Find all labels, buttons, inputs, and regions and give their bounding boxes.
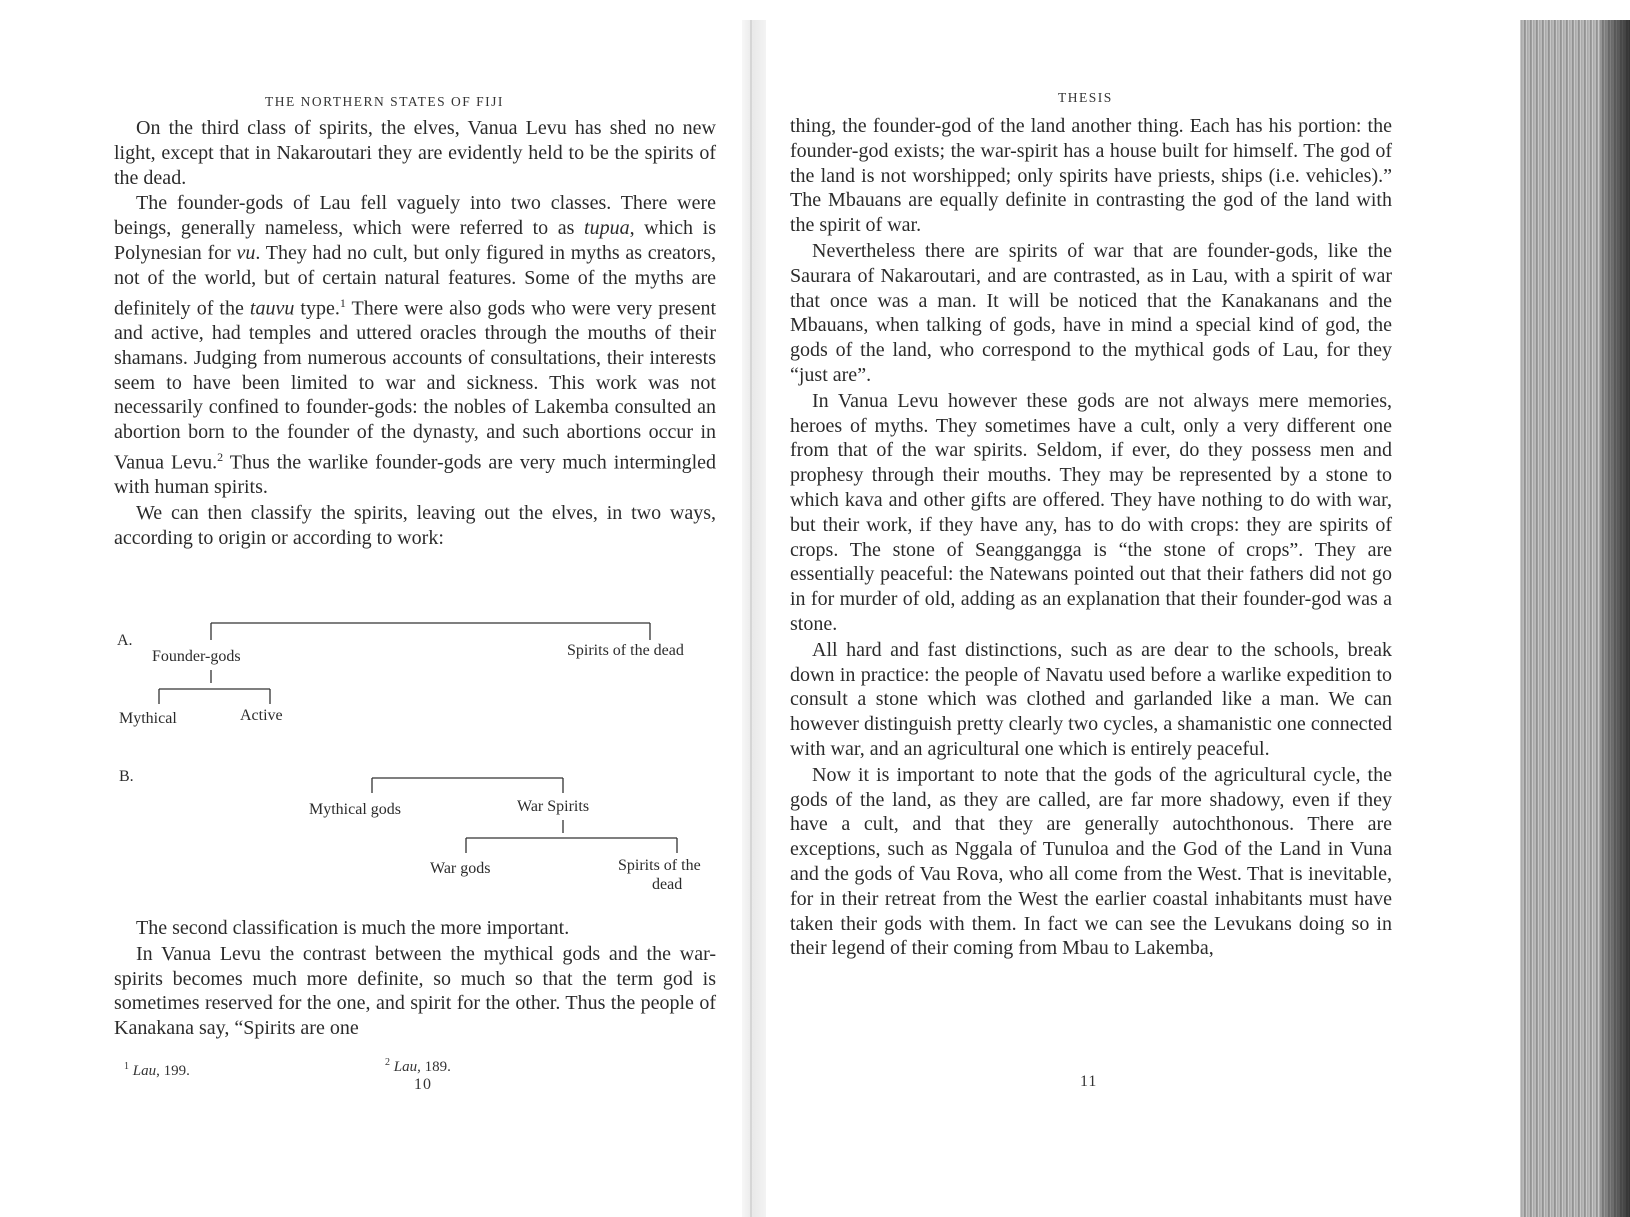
paragraph: All hard and fast distinctions, such as are dear to the schools, break down in practice: the people of Navatu used before a warlike expedition to consult a stone which was clothed and garlanded like a man. We can however distinguish pretty clearly two cycles, a shamanistic one connected with war, and an agricultural one which is entirely peaceful. bbox=[790, 638, 1392, 760]
paragraph: thing, the founder-god of the land another thing. Each has his portion: the founder-god exists; the war-spirit has a house built for himself. The god of the land is not worshipped; only spirits have priests, ships (i.e. vehicles).” The Mbauans are equally definite in contrasting the god of the land with the spirit of war. bbox=[790, 115, 1392, 237]
footnote-1: $^1$ Lau, 199. bbox=[124, 1061, 190, 1079]
page-edge-stack bbox=[1520, 20, 1630, 1217]
paragraph: We can then classify the spirits, leaving out the elves, in two ways, according to origin or according to work: bbox=[114, 502, 716, 550]
paragraph: In Vanua Levu the contrast between the mythical gods and the war-spirits becomes much more definite, so much so that the term god is sometimes reserved for the one, and spirit for the other. Thus the people of Kanakana say, “Spirits are one bbox=[114, 942, 716, 1040]
right-running-head: THESIS bbox=[1058, 90, 1113, 105]
diagram-node: dead bbox=[652, 876, 683, 893]
left-running-head: THE NORTHERN STATES OF FIJI bbox=[265, 94, 504, 109]
footnote-ref: 1 bbox=[339, 295, 346, 310]
diagram-node: Mythical bbox=[119, 710, 177, 727]
paragraph: Nevertheless there are spirits of war that are founder-gods, like the Saurara of Nakaroutari, and are contrasted, as in Lau, with a spirit of war that once was a man. It will be noticed that the Kanakanans and the Mbauans, when talking of gods, have in mind a special kind of god, the gods of the land, who correspond to the mythical gods of Lau, for they “just are”. bbox=[790, 239, 1392, 386]
diagram-node: Spirits of the bbox=[618, 857, 701, 874]
right-page-body bbox=[790, 114, 1392, 961]
diagram-node: War Spirits bbox=[517, 798, 590, 815]
right-page-number: 11 bbox=[1080, 1073, 1098, 1090]
left-page-body-lower bbox=[114, 916, 716, 1041]
left-page-body bbox=[114, 116, 716, 551]
paragraph: Now it is important to note that the gods of the agricultural cycle, the gods of the land, as they are called, are far more shadowy, even if they have a cult, and that they are generally autochthonous. There are exceptions, such as Nggala of Tunuloa and the God of the Land in Vuna and the gods of Vau Rova, who all come from the West. That is inevitable, for in their retreat from the West the earlier coastal inhabitants must have taken their gods with them. In fact we can see the Levukans doing so in their legend of their coming from Mbau to Lakemba, bbox=[790, 763, 1392, 960]
paragraph: The founder-gods of Lau fell vaguely into two classes. There were beings, generally nameless, which were referred to as tupua, which is Polynesian for vu. They had no cult, but only figured in myths as creators, not of the world, but of certain natural features. Some of the myths are definitely of the tauvu type.$^1$ There were also gods who were very present and active, had temples and uttered oracles through the mouths of their shamans. Judging from numerous accounts of consultations, their interests seem to have been limited to war and sickness. This work was not necessarily confined to founder-gods: the nobles of Lakemba consulted an abortion born to the founder of the dynasty, and such abortions occur in Vanua Levu.$^2$ Thus the warlike founder-gods are very much intermingled with human spirits. bbox=[114, 192, 717, 499]
footnote-ref: 2 bbox=[217, 450, 224, 465]
paragraph: The second classification is much the more important. bbox=[136, 917, 570, 939]
book-gutter bbox=[742, 20, 766, 1217]
diagram-label-a: A. bbox=[117, 632, 133, 649]
diagram-node: Founder-gods bbox=[152, 648, 241, 665]
diagram-node: Spirits of the dead bbox=[567, 642, 684, 659]
diagram-node: War gods bbox=[430, 860, 491, 877]
diagram-node: Active bbox=[240, 707, 283, 724]
left-page-number: 10 bbox=[414, 1076, 432, 1093]
footnote-2: $^2$ Lau, 189. bbox=[385, 1057, 451, 1075]
paragraph: In Vanua Levu however these gods are not always mere memories, heroes of myths. They sometimes have a cult, only a very different one from that of the war spirits. Seldom, if ever, do they possess men and prophesy through their mouths. They may be represented by a stone to which kava and other gifts are offered. They have nothing to do with war, but their work, if they have any, has to do with crops: they are spirits of crops. The stone of Seanggangga is “the stone of crops”. They are essentially peaceful: the Natewans pointed out that their fathers did not go in for murder of old, adding as an explanation that their founder-god was a stone. bbox=[790, 389, 1392, 635]
paragraph: On the third class of spirits, the elves, Vanua Levu has shed no new light, except that in Nakaroutari they are evidently held to be the spirits of the dead. bbox=[114, 117, 716, 189]
diagram-node: Mythical gods bbox=[309, 801, 401, 818]
diagram-label-b: B. bbox=[119, 768, 134, 785]
